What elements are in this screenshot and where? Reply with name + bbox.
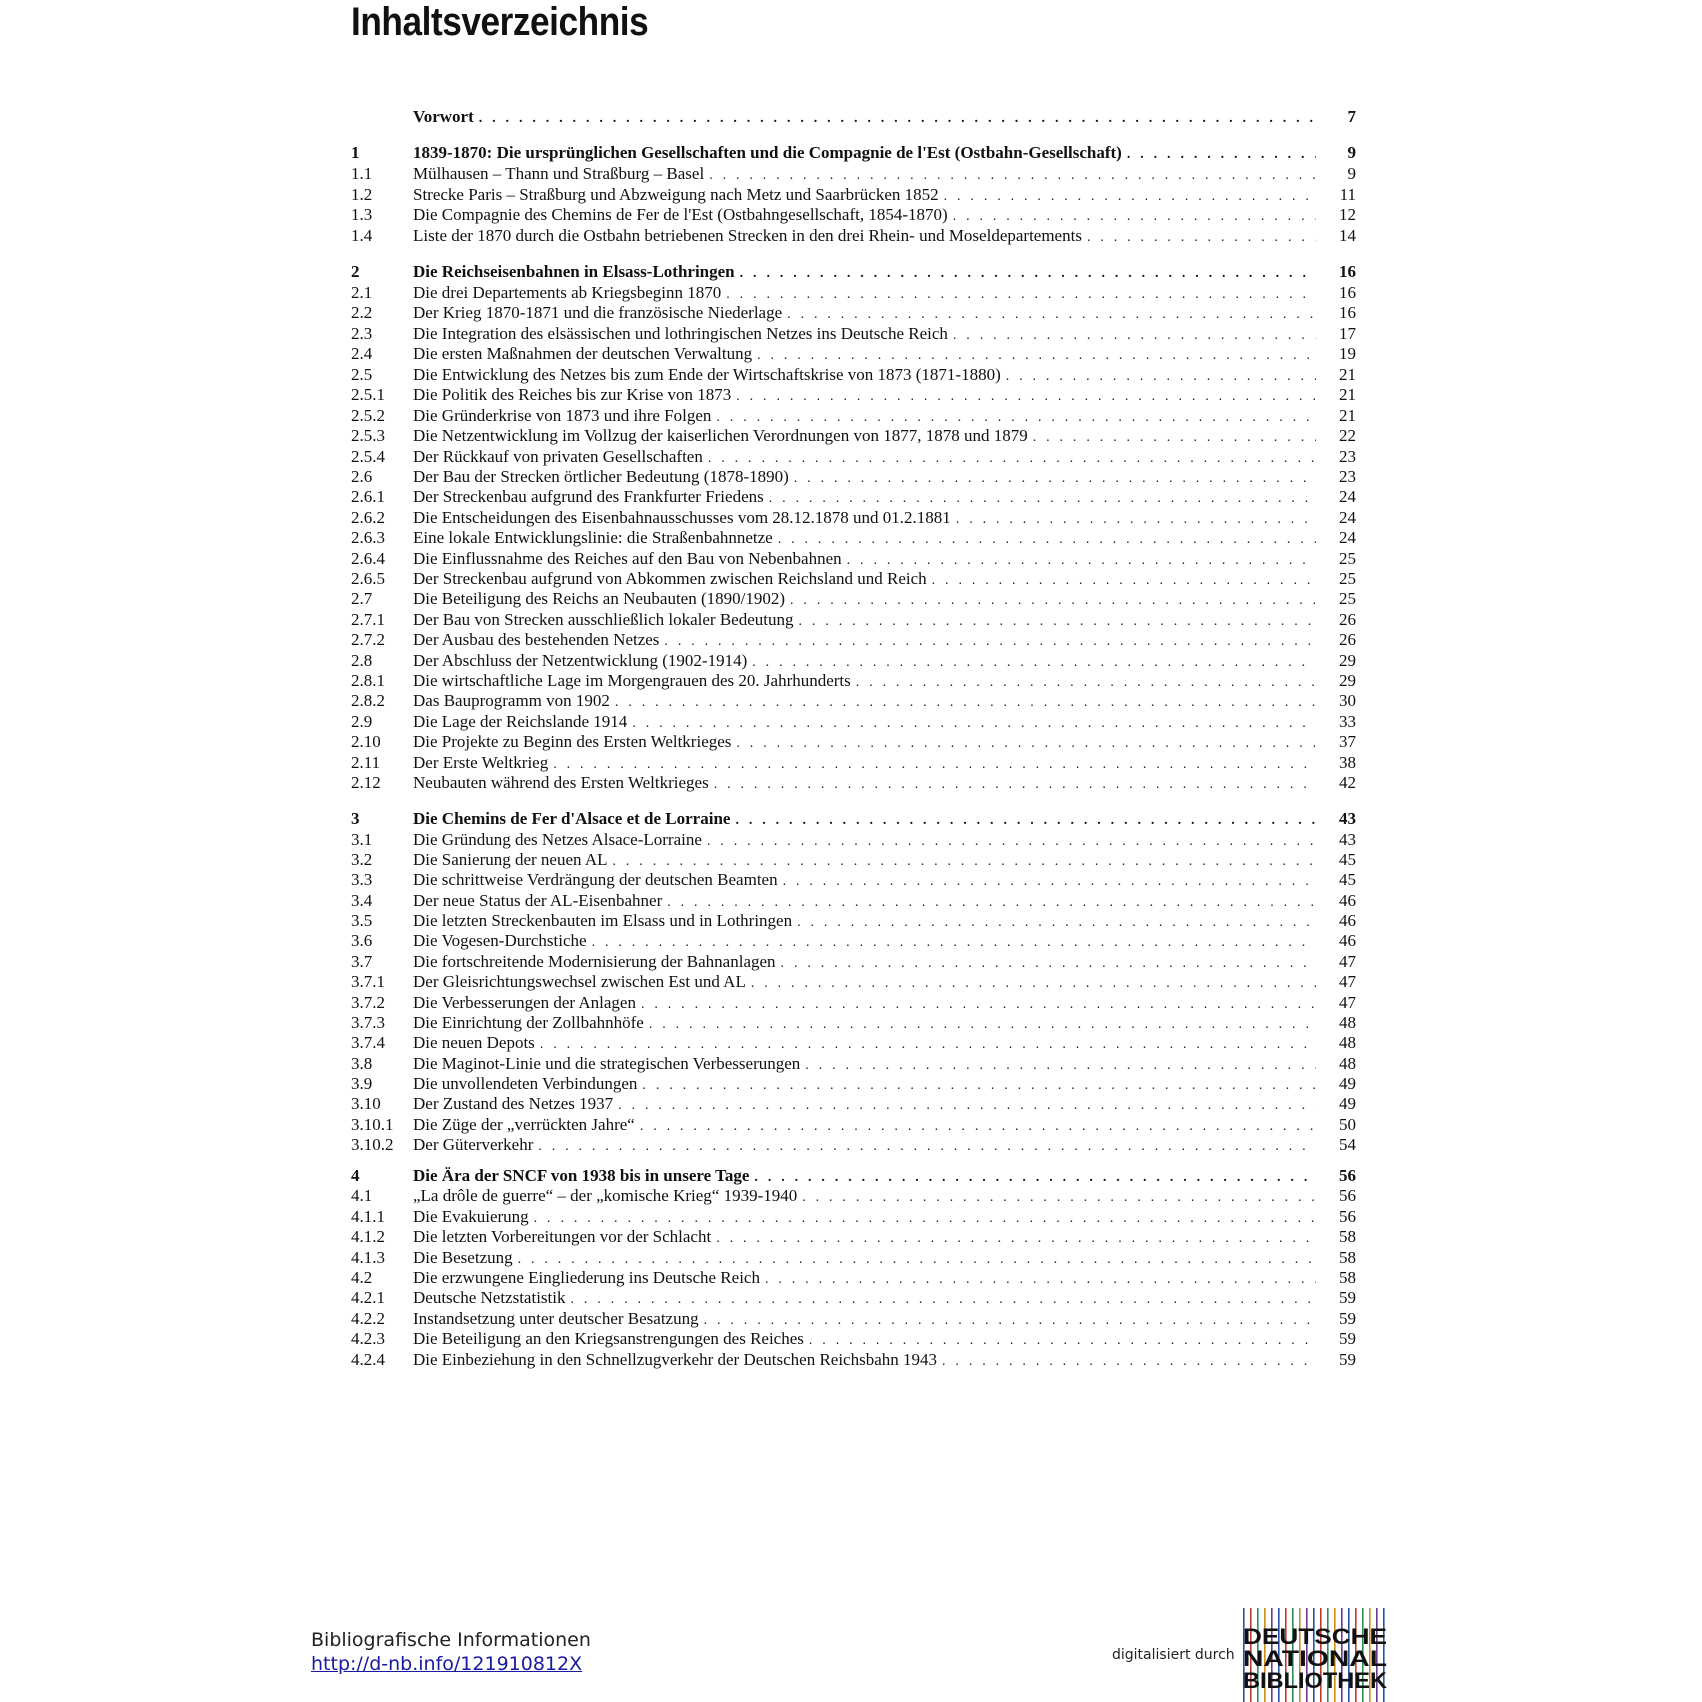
toc-entry-title: Die Gründung des Netzes Alsace-Lorraine bbox=[413, 830, 702, 849]
toc-entry-page: 46 bbox=[1339, 891, 1356, 910]
toc-entry-page: 58 bbox=[1339, 1248, 1356, 1267]
toc-entry bbox=[351, 951, 1356, 973]
toc-entry-page: 24 bbox=[1339, 528, 1356, 547]
toc-entry-number: 4.2.4 bbox=[351, 1350, 385, 1369]
toc-entry-title: Die Politik des Reiches bis zur Krise von 1873 bbox=[413, 385, 732, 404]
toc-entry-page: 45 bbox=[1339, 850, 1356, 869]
toc-entry-title: Die Entwicklung des Netzes bis zum Ende der Wirtschaftskrise von 1873 (1871-1880) bbox=[413, 365, 1001, 384]
toc-entry bbox=[351, 261, 1356, 283]
toc-entry-number: 2.6 bbox=[351, 467, 373, 486]
toc-entry-page: 56 bbox=[1339, 1166, 1356, 1185]
toc-entry-title: Die Züge der „verrückten Jahre“ bbox=[413, 1115, 635, 1134]
toc-entry-page: 58 bbox=[1339, 1268, 1356, 1287]
toc-entry-title: Der Gleisrichtungswechsel zwischen Est und AL bbox=[413, 972, 746, 991]
toc-entry-page: 46 bbox=[1339, 911, 1356, 930]
toc-entry bbox=[351, 752, 1356, 774]
toc-entry-page: 24 bbox=[1339, 487, 1356, 506]
toc-entry bbox=[351, 1032, 1356, 1054]
toc-entry bbox=[351, 384, 1356, 406]
toc-entry-title: Die ersten Maßnahmen der deutschen Verwaltung bbox=[413, 344, 753, 363]
toc-entry-number: 2.7.2 bbox=[351, 630, 385, 649]
toc-entry-number: 3.9 bbox=[351, 1074, 373, 1093]
toc-entry-title: Der Rückkauf von privaten Gesellschaften bbox=[413, 447, 703, 466]
dnb-logo bbox=[1240, 1608, 1390, 1702]
toc-entry-page: 21 bbox=[1339, 385, 1356, 404]
bibliographic-info-label: Bibliografische Informationen bbox=[311, 1629, 591, 1651]
toc-entry-title: Die Integration des elsässischen und lothringischen Netzes ins Deutsche Reich bbox=[413, 324, 948, 343]
toc-entry-title: Die fortschreitende Modernisierung der Bahnanlagen bbox=[413, 952, 776, 971]
toc-entry-title: Der Zustand des Netzes 1937 bbox=[413, 1094, 614, 1113]
toc-entry-number: 2.6.5 bbox=[351, 569, 385, 588]
toc-entry-page: 22 bbox=[1339, 426, 1356, 445]
toc-entry-title: Neubauten während des Ersten Weltkrieges bbox=[413, 773, 709, 792]
toc-entry-page: 9 bbox=[1347, 164, 1356, 183]
toc-entry-page: 37 bbox=[1339, 732, 1356, 751]
toc-entry-number: 3.7.1 bbox=[351, 972, 385, 991]
toc-entry bbox=[351, 1247, 1356, 1269]
toc-entry bbox=[351, 650, 1356, 672]
toc-entry-title: Liste der 1870 durch die Ostbahn betriebenen Strecken in den drei Rhein- und Moseldepartements bbox=[413, 226, 1082, 245]
toc-entry-number: 4.1 bbox=[351, 1186, 373, 1205]
toc-entry-title: Die Chemins de Fer d'Alsace et de Lorraine bbox=[413, 809, 731, 828]
toc-entry-page: 43 bbox=[1339, 830, 1356, 849]
toc-entry-page: 19 bbox=[1339, 344, 1356, 363]
toc-entry-page: 16 bbox=[1339, 303, 1356, 322]
toc-entry bbox=[351, 849, 1356, 871]
toc-entry-number: 3.8 bbox=[351, 1054, 373, 1073]
dnb-logo-line-2: NATIONAL bbox=[1243, 1646, 1387, 1671]
toc-entry-title: Die Compagnie des Chemins de Fer de l'Est (Ostbahngesellschaft, 1854-1870) bbox=[413, 205, 948, 224]
toc-entry-number: 4.1.3 bbox=[351, 1248, 385, 1267]
toc-entry-page: 11 bbox=[1339, 185, 1356, 204]
toc-entry-title: Mülhausen – Thann und Straßburg – Basel bbox=[413, 164, 705, 183]
toc-entry-number: 3.3 bbox=[351, 870, 373, 889]
toc-entry-title: Die Evakuierung bbox=[413, 1207, 529, 1226]
toc-entry bbox=[351, 890, 1356, 912]
toc-entry-title: Die Ära der SNCF von 1938 bis in unsere Tage bbox=[413, 1166, 750, 1185]
toc-entry-number: 2.5.4 bbox=[351, 447, 385, 466]
toc-entry bbox=[351, 548, 1356, 570]
toc-entry bbox=[351, 1328, 1356, 1350]
toc-entry-page: 25 bbox=[1339, 569, 1356, 588]
bibliographic-info bbox=[311, 1628, 591, 1676]
toc-entry bbox=[351, 609, 1356, 631]
toc-entry bbox=[351, 772, 1356, 794]
toc-entry-number: 4.2 bbox=[351, 1268, 373, 1287]
toc-entry-number: 4.2.2 bbox=[351, 1309, 385, 1328]
toc-entry-page: 59 bbox=[1339, 1350, 1356, 1369]
toc-entry-page: 58 bbox=[1339, 1227, 1356, 1246]
dnb-logo-line-1: DEUTSCHE bbox=[1243, 1624, 1387, 1649]
toc-entry-title: Die neuen Depots bbox=[413, 1033, 535, 1052]
toc-entry-number: 1.2 bbox=[351, 185, 373, 204]
toc-entry bbox=[351, 163, 1356, 185]
toc-entry-title: Die Maginot-Linie und die strategischen Verbesserungen bbox=[413, 1054, 801, 1073]
toc-entry-number: 2.2 bbox=[351, 303, 373, 322]
toc-entry bbox=[351, 690, 1356, 712]
toc-entry bbox=[351, 466, 1356, 488]
toc-entry bbox=[351, 486, 1356, 508]
toc-entry-leader-dots bbox=[714, 774, 1316, 796]
toc-entry bbox=[351, 343, 1356, 365]
toc-entry bbox=[351, 1012, 1356, 1034]
toc-entry-page: 30 bbox=[1339, 691, 1356, 710]
toc-entry-number: 3.4 bbox=[351, 891, 373, 910]
toc-entry-number: 2.5.3 bbox=[351, 426, 385, 445]
toc-entry-page: 26 bbox=[1339, 630, 1356, 649]
toc-entry-leader-dots bbox=[1087, 227, 1316, 249]
toc-entry-number: 3 bbox=[351, 809, 360, 828]
toc-entry-number: 4.1.2 bbox=[351, 1227, 385, 1246]
toc-entry-page: 47 bbox=[1339, 952, 1356, 971]
toc-entry-leader-dots bbox=[538, 1136, 1316, 1158]
toc-entry bbox=[351, 1134, 1356, 1156]
toc-entry-title: Die Einflussnahme des Reiches auf den Bau von Nebenbahnen bbox=[413, 549, 842, 568]
toc-entry bbox=[351, 204, 1356, 226]
toc-entry-page: 45 bbox=[1339, 870, 1356, 889]
toc-entry bbox=[351, 930, 1356, 952]
toc-entry-page: 26 bbox=[1339, 610, 1356, 629]
toc-entry-title: Die Verbesserungen der Anlagen bbox=[413, 993, 636, 1012]
toc-entry-title: Die schrittweise Verdrängung der deutschen Beamten bbox=[413, 870, 778, 889]
toc-entry-title: Die Projekte zu Beginn des Ersten Weltkrieges bbox=[413, 732, 732, 751]
toc-entry-number: 3.10.1 bbox=[351, 1115, 394, 1134]
toc-entry bbox=[351, 225, 1356, 247]
toc-entry bbox=[351, 142, 1356, 164]
toc-entry-number: 2.6.4 bbox=[351, 549, 385, 568]
toc-entry bbox=[351, 1185, 1356, 1207]
toc-entry-number: 1 bbox=[351, 143, 360, 162]
toc-entry bbox=[351, 629, 1356, 651]
toc-entry-number: 3.10.2 bbox=[351, 1135, 394, 1154]
toc-entry-page: 17 bbox=[1339, 324, 1356, 343]
toc-entry-page: 43 bbox=[1339, 809, 1356, 828]
toc-entry-number: 2.5.1 bbox=[351, 385, 385, 404]
toc-entry bbox=[351, 106, 1356, 128]
toc-entry bbox=[351, 1267, 1356, 1289]
toc-entry-number: 2.11 bbox=[351, 753, 381, 772]
toc-entry bbox=[351, 711, 1356, 733]
toc-entry bbox=[351, 507, 1356, 529]
toc-entry-page: 7 bbox=[1347, 107, 1356, 126]
toc-entry-title: Der Güterverkehr bbox=[413, 1135, 534, 1154]
toc-entry-title: Der Bau von Strecken ausschließlich lokaler Bedeutung bbox=[413, 610, 794, 629]
toc-entry-number: 2.9 bbox=[351, 712, 373, 731]
toc-entry-page: 59 bbox=[1339, 1309, 1356, 1328]
toc-entry-number: 2 bbox=[351, 262, 360, 281]
toc-entry-title: Die Besetzung bbox=[413, 1248, 513, 1267]
toc-entry-title: Die wirtschaftliche Lage im Morgengrauen des 20. Jahrhunderts bbox=[413, 671, 851, 690]
toc-entry-page: 25 bbox=[1339, 549, 1356, 568]
toc-entry-number: 3.7.2 bbox=[351, 993, 385, 1012]
toc-entry-title: Die erzwungene Eingliederung ins Deutsche Reich bbox=[413, 1268, 760, 1287]
toc-entry-page: 56 bbox=[1339, 1207, 1356, 1226]
toc-entry bbox=[351, 1165, 1356, 1187]
toc-entry bbox=[351, 1349, 1356, 1371]
toc-entry-number: 2.1 bbox=[351, 283, 373, 302]
toc-entry-number: 3.10 bbox=[351, 1094, 381, 1113]
toc-entry-page: 16 bbox=[1339, 283, 1356, 302]
toc-entry-title: Das Bauprogramm von 1902 bbox=[413, 691, 610, 710]
toc-entry-title: „La drôle de guerre“ – der „komische Krieg“ 1939-1940 bbox=[413, 1186, 798, 1205]
toc-entry-page: 33 bbox=[1339, 712, 1356, 731]
toc-entry-page: 48 bbox=[1339, 1013, 1356, 1032]
toc-entry-page: 21 bbox=[1339, 406, 1356, 425]
toc-entry bbox=[351, 425, 1356, 447]
toc-entry-number: 3.7.3 bbox=[351, 1013, 385, 1032]
toc-entry-number: 2.5.2 bbox=[351, 406, 385, 425]
toc-entry bbox=[351, 808, 1356, 830]
toc-entry-page: 29 bbox=[1339, 671, 1356, 690]
toc-entry-page: 54 bbox=[1339, 1135, 1356, 1154]
toc-entry-title: Die Sanierung der neuen AL bbox=[413, 850, 608, 869]
toc-entry-title: Der Ausbau des bestehenden Netzes bbox=[413, 630, 660, 649]
toc-entry bbox=[351, 1114, 1356, 1136]
toc-entry-title: Instandsetzung unter deutscher Besatzung bbox=[413, 1309, 699, 1328]
toc-entry-title: Der neue Status der AL-Eisenbahner bbox=[413, 891, 663, 910]
digitized-by-label: digitalisiert durch bbox=[1112, 1647, 1235, 1663]
toc-entry bbox=[351, 971, 1356, 993]
toc-entry-title: Strecke Paris – Straßburg und Abzweigung nach Metz und Saarbrücken 1852 bbox=[413, 185, 939, 204]
toc-entry-number: 2.10 bbox=[351, 732, 381, 751]
toc-entry-number: 3.1 bbox=[351, 830, 373, 849]
toc-entry-page: 47 bbox=[1339, 972, 1356, 991]
dnb-logo-line-3: BIBLIOTHEK bbox=[1243, 1668, 1388, 1693]
toc-entry bbox=[351, 405, 1356, 427]
toc-entry-number: 2.12 bbox=[351, 773, 381, 792]
toc-entry-page: 12 bbox=[1339, 205, 1356, 224]
toc-entry-number: 4 bbox=[351, 1166, 360, 1185]
toc-entry-number: 4.2.3 bbox=[351, 1329, 385, 1348]
toc-entry-number: 1.4 bbox=[351, 226, 373, 245]
toc-entry-page: 14 bbox=[1339, 226, 1356, 245]
toc-entry-page: 25 bbox=[1339, 589, 1356, 608]
toc-entry-page: 9 bbox=[1347, 143, 1356, 162]
toc-entry-page: 24 bbox=[1339, 508, 1356, 527]
toc-entry-number: 3.2 bbox=[351, 850, 373, 869]
toc-entry bbox=[351, 1287, 1356, 1309]
toc-entry-title: 1839-1870: Die ursprünglichen Gesellschaften und die Compagnie de l'Est (Ostbahn-Gesellschaft) bbox=[413, 143, 1122, 162]
toc-entry-leader-dots bbox=[942, 1351, 1316, 1373]
toc-entry-number: 2.6.3 bbox=[351, 528, 385, 547]
toc-entry-page: 42 bbox=[1339, 773, 1356, 792]
toc-entry bbox=[351, 910, 1356, 932]
toc-entry-page: 16 bbox=[1339, 262, 1356, 281]
toc-entry bbox=[351, 731, 1356, 753]
toc-entry-title: Deutsche Netzstatistik bbox=[413, 1288, 566, 1307]
toc-entry-title: Die Entscheidungen des Eisenbahnausschusses vom 28.12.1878 und 01.2.1881 bbox=[413, 508, 951, 527]
toc-entry-title: Die Einbeziehung in den Schnellzugverkehr der Deutschen Reichsbahn 1943 bbox=[413, 1350, 938, 1369]
toc-entry-title: Die Reichseisenbahnen in Elsass-Lothringen bbox=[413, 262, 735, 281]
toc-entry bbox=[351, 1073, 1356, 1095]
toc-entry bbox=[351, 869, 1356, 891]
toc-entry-page: 46 bbox=[1339, 931, 1356, 950]
toc-entry-title: Die letzten Streckenbauten im Elsass und in Lothringen bbox=[413, 911, 793, 930]
toc-entry bbox=[351, 1053, 1356, 1075]
toc-entry-number: 2.8.2 bbox=[351, 691, 385, 710]
bibliographic-info-link[interactable]: http://d-nb.info/121910812X bbox=[311, 1653, 583, 1675]
toc-entry-page: 59 bbox=[1339, 1329, 1356, 1348]
toc-entry bbox=[351, 1226, 1356, 1248]
toc-entry bbox=[351, 670, 1356, 692]
toc-entry bbox=[351, 364, 1356, 386]
toc-entry bbox=[351, 829, 1356, 851]
toc-entry-number: 1.1 bbox=[351, 164, 373, 183]
toc-entry-title: Die unvollendeten Verbindungen bbox=[413, 1074, 638, 1093]
toc-entry-number: 2.6.1 bbox=[351, 487, 385, 506]
toc-entry-page: 48 bbox=[1339, 1054, 1356, 1073]
toc-entry-title: Die letzten Vorbereitungen vor der Schlacht bbox=[413, 1227, 712, 1246]
toc-entry-leader-dots bbox=[479, 108, 1316, 130]
toc-entry-title: Die Beteiligung des Reichs an Neubauten (1890/1902) bbox=[413, 589, 786, 608]
toc-entry-number: 4.1.1 bbox=[351, 1207, 385, 1226]
toc-entry bbox=[351, 1093, 1356, 1115]
toc-entry-page: 49 bbox=[1339, 1074, 1356, 1093]
page-title: Inhaltsverzeichnis bbox=[351, 0, 649, 44]
toc-entry-number: 3.6 bbox=[351, 931, 373, 950]
toc-entry-number: 2.4 bbox=[351, 344, 373, 363]
toc-entry-number: 2.3 bbox=[351, 324, 373, 343]
toc-entry-title: Der Streckenbau aufgrund von Abkommen zwischen Reichsland und Reich bbox=[413, 569, 927, 588]
toc-entry-number: 3.7 bbox=[351, 952, 373, 971]
toc-entry bbox=[351, 1206, 1356, 1228]
toc-entry-number: 4.2.1 bbox=[351, 1288, 385, 1307]
toc-entry-page: 49 bbox=[1339, 1094, 1356, 1113]
toc-entry-title: Der Erste Weltkrieg bbox=[413, 753, 549, 772]
toc-entry-title: Eine lokale Entwicklungslinie: die Straßenbahnnetze bbox=[413, 528, 773, 547]
toc-entry bbox=[351, 302, 1356, 324]
toc-entry-page: 50 bbox=[1339, 1115, 1356, 1134]
toc-entry-page: 21 bbox=[1339, 365, 1356, 384]
toc-entry-title: Vorwort bbox=[413, 107, 474, 126]
toc-entry-title: Die Gründerkrise von 1873 und ihre Folgen bbox=[413, 406, 712, 425]
toc-entry bbox=[351, 282, 1356, 304]
toc-entry-number: 3.7.4 bbox=[351, 1033, 385, 1052]
toc-entry bbox=[351, 323, 1356, 345]
toc-entry-number: 2.7.1 bbox=[351, 610, 385, 629]
toc-entry-page: 38 bbox=[1339, 753, 1356, 772]
toc-entry-page: 56 bbox=[1339, 1186, 1356, 1205]
toc-entry-number: 3.5 bbox=[351, 911, 373, 930]
toc-entry-title: Der Bau der Strecken örtlicher Bedeutung (1878-1890) bbox=[413, 467, 789, 486]
toc-entry-number: 2.8.1 bbox=[351, 671, 385, 690]
toc-entry-title: Die Beteiligung an den Kriegsanstrengungen des Reiches bbox=[413, 1329, 804, 1348]
toc-entry-number: 2.7 bbox=[351, 589, 373, 608]
toc-entry-title: Die Netzentwicklung im Vollzug der kaiserlichen Verordnungen von 1877, 1878 und 1879 bbox=[413, 426, 1028, 445]
toc-entry-page: 23 bbox=[1339, 467, 1356, 486]
toc-entry-number: 2.8 bbox=[351, 651, 373, 670]
toc-entry-title: Die Einrichtung der Zollbahnhöfe bbox=[413, 1013, 644, 1032]
toc-entry bbox=[351, 527, 1356, 549]
toc-entry-page: 47 bbox=[1339, 993, 1356, 1012]
toc-entry-title: Der Streckenbau aufgrund des Frankfurter Friedens bbox=[413, 487, 764, 506]
toc-entry-title: Die Lage der Reichslande 1914 bbox=[413, 712, 628, 731]
toc-entry-title: Die drei Departements ab Kriegsbeginn 1870 bbox=[413, 283, 722, 302]
toc-entry-title: Der Abschluss der Netzentwicklung (1902-1914) bbox=[413, 651, 748, 670]
toc-entry-title: Der Krieg 1870-1871 und die französische Niederlage bbox=[413, 303, 783, 322]
toc-entry-page: 48 bbox=[1339, 1033, 1356, 1052]
toc-entry-page: 29 bbox=[1339, 651, 1356, 670]
toc-entry-number: 2.6.2 bbox=[351, 508, 385, 527]
toc-entry-title: Die Vogesen-Durchstiche bbox=[413, 931, 587, 950]
toc-entry bbox=[351, 588, 1356, 610]
toc-entry bbox=[351, 446, 1356, 468]
toc-entry-page: 59 bbox=[1339, 1288, 1356, 1307]
toc-entry bbox=[351, 992, 1356, 1014]
toc-entry bbox=[351, 568, 1356, 590]
toc-entry-number: 1.3 bbox=[351, 205, 373, 224]
toc-entry bbox=[351, 1308, 1356, 1330]
toc-entry-page: 23 bbox=[1339, 447, 1356, 466]
toc-entry-number: 2.5 bbox=[351, 365, 373, 384]
toc-entry bbox=[351, 184, 1356, 206]
